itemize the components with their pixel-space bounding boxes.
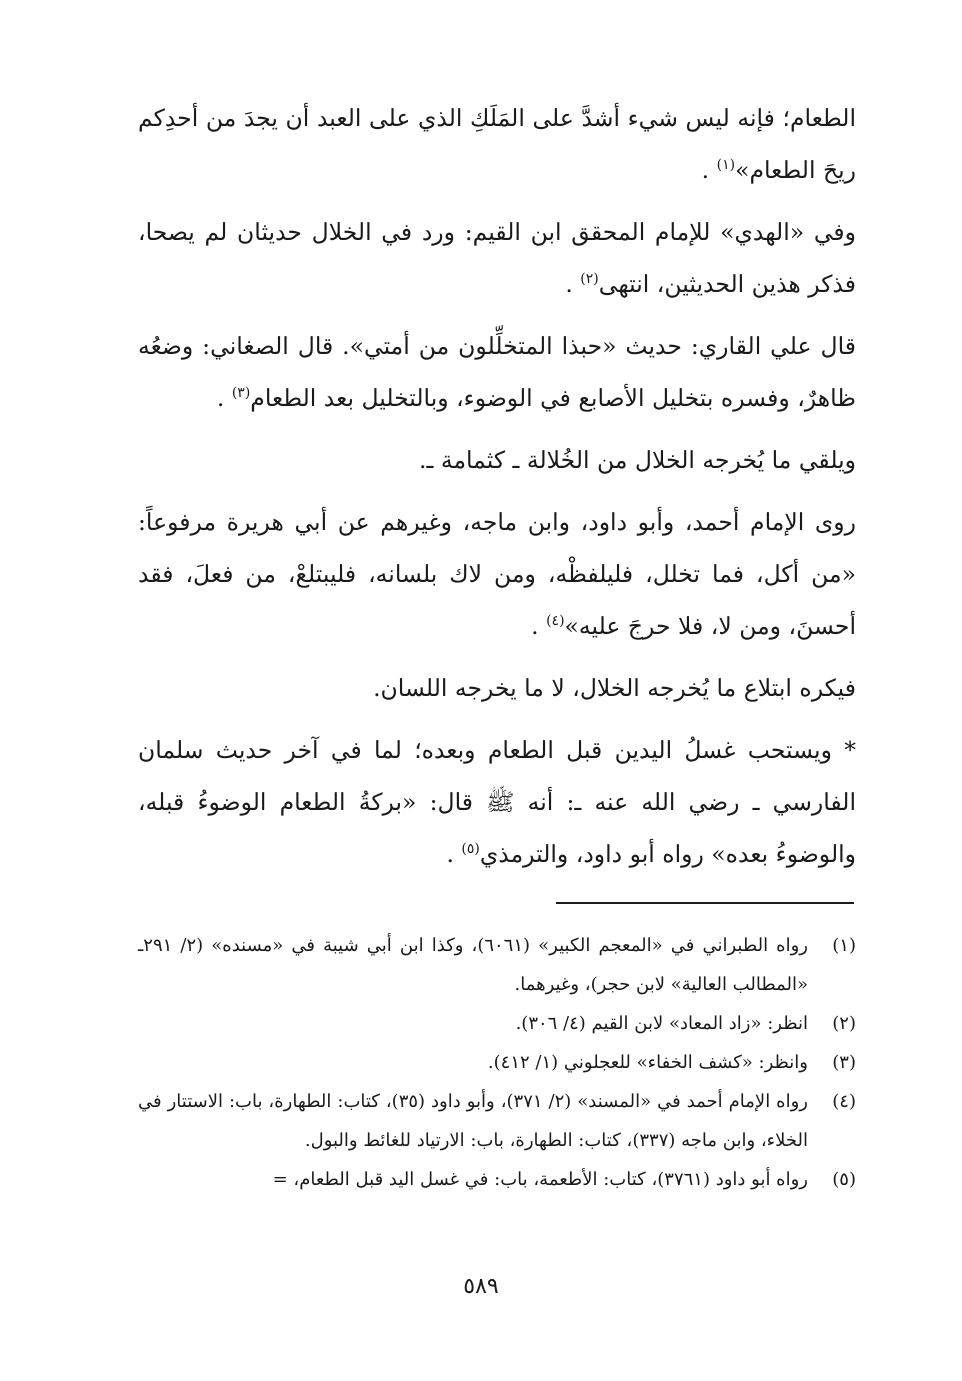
main-text xyxy=(138,92,856,890)
paragraph-text: روى الإمام أحمد، وأبو داود، وابن ماجه، وغيرهم عن أبي هريرة مرفوعاً: «من أكل، فما تخلل، فليلفظْه، ومن لاك بلسانه، فليبتلعْ، من فعلَ، فقد أحسنَ، ومن لا، فلا حرجَ عليه» xyxy=(138,508,856,640)
footnote-ref[interactable]: (١) xyxy=(716,157,736,174)
footnote-number: (٤) xyxy=(832,1091,856,1112)
paragraph-text: ويلقي ما يُخرجه الخلال من الخُلالة ـ كثمامة ـ. xyxy=(419,446,856,474)
footnote-number: (٢) xyxy=(832,1013,856,1034)
footnote-text: رواه الطبراني في «المعجم الكبير» (٦٠٦١)، وكذا ابن أبي شيبة في «مسنده» (٢/ ٢٩١ـ «المطالب العالية» لابن حجر)، وغيرهما. xyxy=(138,935,808,995)
footnote-ref[interactable]: (٣) xyxy=(231,385,251,402)
footnote xyxy=(138,926,856,1004)
footnote xyxy=(138,1160,856,1199)
footnote xyxy=(138,1043,856,1082)
footnote-separator xyxy=(556,902,854,904)
paragraph-text: وفي «الهدي» للإمام المحقق ابن القيم: ورد في الخلال حديثان لم يصحا، فذكر هذين الحديثين، انتهى xyxy=(138,218,856,298)
paragraph-text: فيكره ابتلاع ما يُخرجه الخلال، لا ما يخرجه اللسان. xyxy=(373,674,856,702)
footnote-text: رواه أبو داود (٣٧٦١)، كتاب: الأطعمة، باب: في غسل اليد قبل الطعام، = xyxy=(272,1169,808,1190)
paragraph-end: . xyxy=(216,384,232,412)
footnote-text: رواه الإمام أحمد في «المسند» (٢/ ٣٧١)، وأبو داود (٣٥)، كتاب: الطهارة، باب: الاستتار في الخلاء، وابن ماجه (٣٣٧)، كتاب: الطهارة، باب: الارتياد للغائط والبول. xyxy=(138,1091,808,1151)
footnote-number: (٣) xyxy=(832,1052,856,1073)
paragraph-end: . xyxy=(446,840,462,868)
footnote xyxy=(138,1004,856,1043)
paragraph-end: . xyxy=(701,156,717,184)
paragraph-text: قال علي القاري: حديث «حبذا المتخلِّلون من أمتي». قال الصغاني: وضعُه ظاهرٌ، وفسره بتخليل الأصابع في الوضوء، وبالتخليل بعد الطعام xyxy=(138,332,856,412)
footnote-number: (٥) xyxy=(832,1169,856,1190)
paragraph-text: * ويستحب غسلُ اليدين قبل الطعام وبعده؛ لما في آخر حديث سلمان الفارسي ـ رضي الله عنه ـ: أنه ﷺ قال: «بركةُ الطعام الوضوءُ قبله، والوضوءُ بعده» رواه أبو داود، والترمذي xyxy=(138,736,856,868)
paragraph xyxy=(138,206,856,310)
paragraph xyxy=(138,496,856,652)
paragraph xyxy=(138,724,856,880)
page-number: ٥٨٩ xyxy=(463,1274,499,1299)
footnote-ref[interactable]: (٢) xyxy=(580,271,599,288)
paragraph xyxy=(138,92,856,196)
paragraph xyxy=(138,434,856,486)
footnote-text: وانظر: «كشف الخفاء» للعجلوني (١/ ٤١٢). xyxy=(487,1052,808,1073)
footnote xyxy=(138,1082,856,1160)
footnote-number: (١) xyxy=(832,935,856,956)
paragraph-end: . xyxy=(565,270,581,298)
footnote-ref[interactable]: (٥) xyxy=(461,841,480,858)
footnote-ref[interactable]: (٤) xyxy=(546,613,565,630)
paragraph xyxy=(138,662,856,714)
footnotes xyxy=(138,926,856,1199)
paragraph-text: الطعام؛ فإنه ليس شيء أشدَّ على المَلَكِ الذي على العبد أن يجدَ من أحدِكم ريحَ الطعام» xyxy=(138,104,856,184)
paragraph-end: . xyxy=(531,612,547,640)
paragraph xyxy=(138,320,856,424)
footnote-text: انظر: «زاد المعاد» لابن القيم (٤/ ٣٠٦). xyxy=(515,1013,808,1034)
